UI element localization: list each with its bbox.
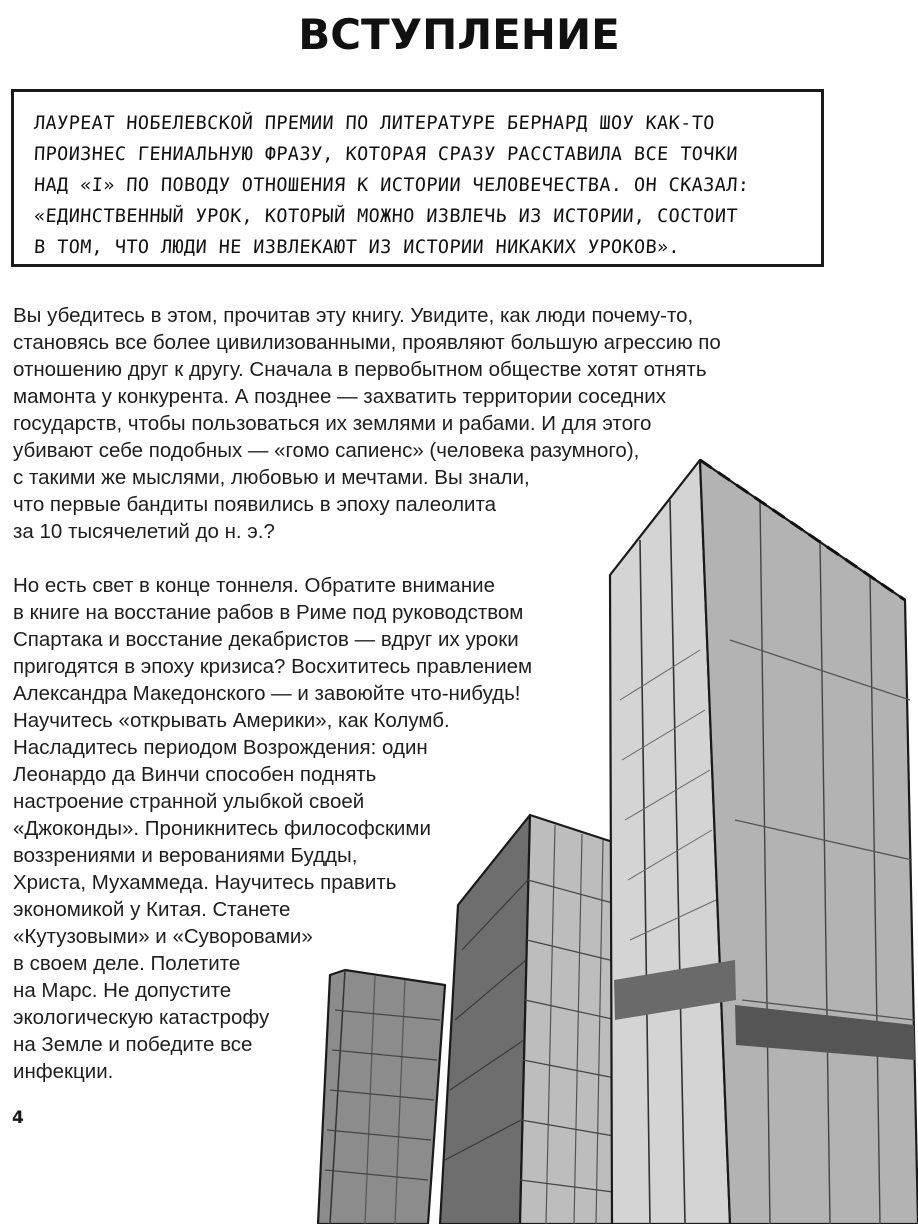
quote-line: НАД «І» ПО ПОВОДУ ОТНОШЕНИЯ К ИСТОРИИ ЧЕЛОВЕЧЕСТВА. ОН СКАЗАЛ: (33, 175, 750, 196)
text-line: мамонта у конкурента. А позднее — захватить территории соседних (13, 385, 666, 408)
text-line: настроение странной улыбкой своей (13, 790, 365, 813)
text-line: Насладитесь периодом Возрождения: один (13, 736, 428, 759)
quote-line: ПРОИЗНЕС ГЕНИАЛЬНУЮ ФРАЗУ, КОТОРАЯ СРАЗУ РАССТАВИЛА ВСЕ ТОЧКИ (33, 144, 739, 165)
text-line: в своем деле. Полетите (13, 952, 241, 975)
text-line: воззрениями и верованиями Будды, (13, 844, 358, 867)
text-line: инфекции. (13, 1060, 114, 1083)
text-line: «Джоконды». Проникнитесь философскими (13, 817, 431, 840)
page-title: ВСТУПЛЕНИЕ (298, 10, 620, 59)
text-line: на Земле и победите все (13, 1033, 253, 1056)
quote-line: В ТОМ, ЧТО ЛЮДИ НЕ ИЗВЛЕКАЮТ ИЗ ИСТОРИИ НИКАКИХ УРОКОВ». (33, 237, 681, 258)
paragraph (13, 302, 721, 545)
text-line: «Кутузовыми» и «Суворовами» (13, 925, 313, 948)
text-line: экологическую катастрофу (13, 1006, 270, 1029)
text-line: Спартака и восстание декабристов — вдруг их уроки (13, 628, 519, 651)
text-line: Вы убедитесь в этом, прочитав эту книгу. Увидите, как люди почему-то, (13, 304, 694, 327)
page-number: 4 (12, 1108, 24, 1128)
text-line: за 10 тысячелетий до н. э.? (13, 520, 275, 543)
text-line: Христа, Мухаммеда. Научитесь править (13, 871, 397, 894)
body-text (13, 302, 721, 1085)
paragraph-spacer (13, 545, 721, 572)
quote-line: «ЕДИНСТВЕННЫЙ УРОК, КОТОРЫЙ МОЖНО ИЗВЛЕЧЬ ИЗ ИСТОРИИ, СОСТОИТ (33, 206, 739, 227)
text-line: в книге на восстание рабов в Риме под руководством (13, 601, 524, 624)
text-line: убивают себе подобных — «гомо сапиенс» (человека разумного), (13, 439, 640, 462)
quote-line: ЛАУРЕАТ НОБЕЛЕВСКОЙ ПРЕМИИ ПО ЛИТЕРАТУРЕ БЕРНАРД ШОУ КАК-ТО (33, 113, 716, 134)
text-line: Леонардо да Винчи способен поднять (13, 763, 377, 786)
text-line: с такими же мыслями, любовью и мечтами. Вы знали, (13, 466, 530, 489)
text-line: становясь все более цивилизованными, проявляют большую агрессию по (13, 331, 721, 354)
text-line: Но есть свет в конце тоннеля. Обратите внимание (13, 574, 495, 597)
text-line: Научитесь «открывать Америки», как Колумб. (13, 709, 450, 732)
text-line: пригодятся в эпоху кризиса? Восхититесь правлением (13, 655, 533, 678)
text-line: Александра Македонского — и завоюйте что-нибудь! (13, 682, 521, 705)
text-line: что первые бандиты появились в эпоху палеолита (13, 493, 497, 516)
text-line: отношению друг к другу. Сначала в первобытном обществе хотят отнять (13, 358, 707, 381)
text-line: на Марс. Не допустите (13, 979, 232, 1002)
text-line: государств, чтобы пользоваться их землями и рабами. И для этого (13, 412, 652, 435)
text-line: экономикой у Китая. Станете (13, 898, 291, 921)
paragraph (13, 572, 721, 1085)
